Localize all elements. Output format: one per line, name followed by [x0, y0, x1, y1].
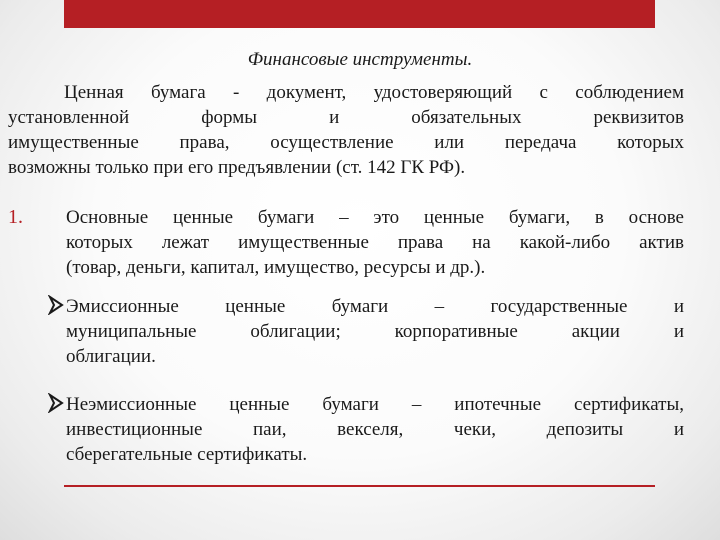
definition-paragraph: [8, 80, 684, 180]
bullet-item-non-emission: [48, 392, 684, 467]
bullet-2-line-3: сберегательные сертификаты.: [66, 444, 308, 465]
bullet-2-line-2: инвестиционные паи, векселя, чеки, депозиты и: [66, 419, 684, 440]
bullet-1-line-2: муниципальные облигации; корпоративные акции и: [66, 321, 684, 342]
bullet-1-line-3: облигации.: [66, 346, 156, 367]
definition-line-4: возможны только при его предъявлении (ст. 142 ГК РФ).: [8, 157, 466, 178]
numbered-item-1: [8, 205, 684, 280]
bullet-1-line-1: Эмиссионные ценные бумаги – государственные и: [66, 296, 684, 317]
arrow-bullet-icon: [48, 295, 64, 315]
top-accent-bar: [64, 0, 655, 28]
numbered-line-3: (товар, деньги, капитал, имущество, ресурсы и др.).: [66, 257, 486, 278]
bullet-2-line-1: Неэмиссионные ценные бумаги – ипотечные сертификаты,: [66, 394, 684, 415]
numbered-line-2: которых лежат имущественные права на какой-либо актив: [66, 232, 684, 253]
definition-line-3: имущественные права, осуществление или передача которых: [8, 132, 684, 153]
definition-line-2: установленной формы и обязательных реквизитов: [8, 107, 684, 128]
arrow-bullet-icon: [48, 393, 64, 413]
list-number: 1.: [8, 206, 23, 228]
bottom-accent-rule: [64, 485, 655, 487]
definition-line-1: Ценная бумага - документ, удостоверяющий с соблюдением: [64, 82, 684, 103]
bullet-item-emission: [48, 294, 684, 369]
slide-title: Финансовые инструменты.: [247, 49, 473, 70]
numbered-line-1: Основные ценные бумаги – это ценные бумаги, в основе: [66, 207, 684, 228]
